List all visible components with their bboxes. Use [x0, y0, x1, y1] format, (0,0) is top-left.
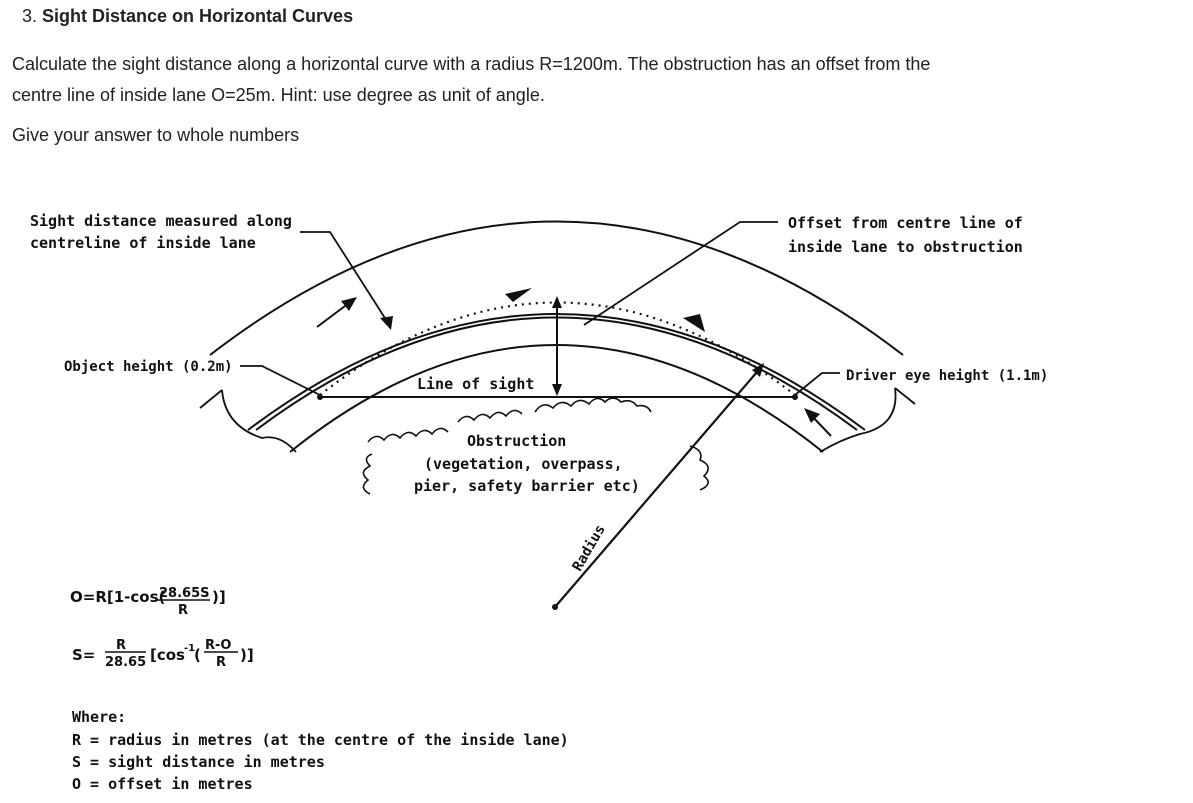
question-line-2: centre line of inside lane O=25m. Hint: use degree as unit of angle. — [12, 85, 545, 105]
object-height-label: Object height (0.2m) — [64, 359, 233, 375]
offset-label-line-1: Offset from centre line of — [788, 214, 1023, 232]
road-break-left — [200, 390, 296, 452]
s-formula-denominator: 28.65 — [105, 655, 147, 670]
s-formula-numerator: R — [116, 638, 127, 653]
o-formula-denominator: R — [178, 603, 189, 618]
question-instruction: Give your answer to whole numbers — [12, 125, 300, 145]
line-of-sight-label: Line of sight — [417, 375, 535, 393]
o-formula-suffix: )] — [212, 588, 226, 606]
legend-o: O = offset in metres — [72, 775, 253, 793]
sight-distance-label-line-1: Sight distance measured along — [30, 212, 292, 230]
sight-distance-leader — [300, 232, 390, 326]
question-title — [22, 6, 353, 27]
o-formula-numerator: 28.65S — [159, 586, 210, 601]
sight-distance-label-line-2: centreline of inside lane — [30, 234, 256, 252]
driver-eye-label: Driver eye height (1.1m) — [846, 368, 1049, 384]
obstruction-label-line-3: pier, safety barrier etc) — [414, 477, 640, 495]
legend-where: Where: — [72, 708, 127, 726]
object-height-leader — [240, 366, 320, 395]
question-heading: Sight Distance on Horizontal Curves — [42, 6, 354, 26]
question-number: 3. — [22, 6, 38, 26]
radius-label: Radius — [569, 522, 609, 574]
sight-formula — [72, 638, 254, 670]
arc-arrowhead-left — [505, 288, 532, 302]
question-body — [12, 49, 1112, 111]
legend-s: S = sight distance in metres — [72, 753, 325, 771]
s-formula-cos: [cos — [150, 646, 185, 664]
s-formula-paren: ( — [194, 646, 201, 664]
s-formula-prefix: S= — [72, 646, 96, 664]
question-line-1: Calculate the sight distance along a horizontal curve with a radius R=1200m. The obstruction has an offset from the — [12, 54, 931, 74]
offset-arrow-top — [552, 296, 562, 308]
s-formula-inner-numerator: R-O — [205, 638, 232, 653]
obstruction-label-line-1: Obstruction — [467, 432, 567, 450]
s-formula-inner-denominator: R — [216, 655, 227, 670]
legend-r: R = radius in metres (at the centre of the inside lane) — [72, 731, 569, 749]
sight-distance-diagram — [0, 190, 1193, 803]
offset-arrow-bottom — [552, 384, 562, 396]
obstruction-label-line-2: (vegetation, overpass, — [424, 455, 623, 473]
road-break-right — [820, 388, 915, 452]
s-formula-suffix: )] — [240, 646, 254, 664]
offset-formula — [70, 586, 226, 618]
s-formula-superscript: -1 — [184, 643, 196, 654]
offset-leader — [584, 222, 778, 325]
offset-label-line-2: inside lane to obstruction — [788, 238, 1023, 256]
o-formula-prefix: O=R[1-cos( — [70, 588, 166, 606]
